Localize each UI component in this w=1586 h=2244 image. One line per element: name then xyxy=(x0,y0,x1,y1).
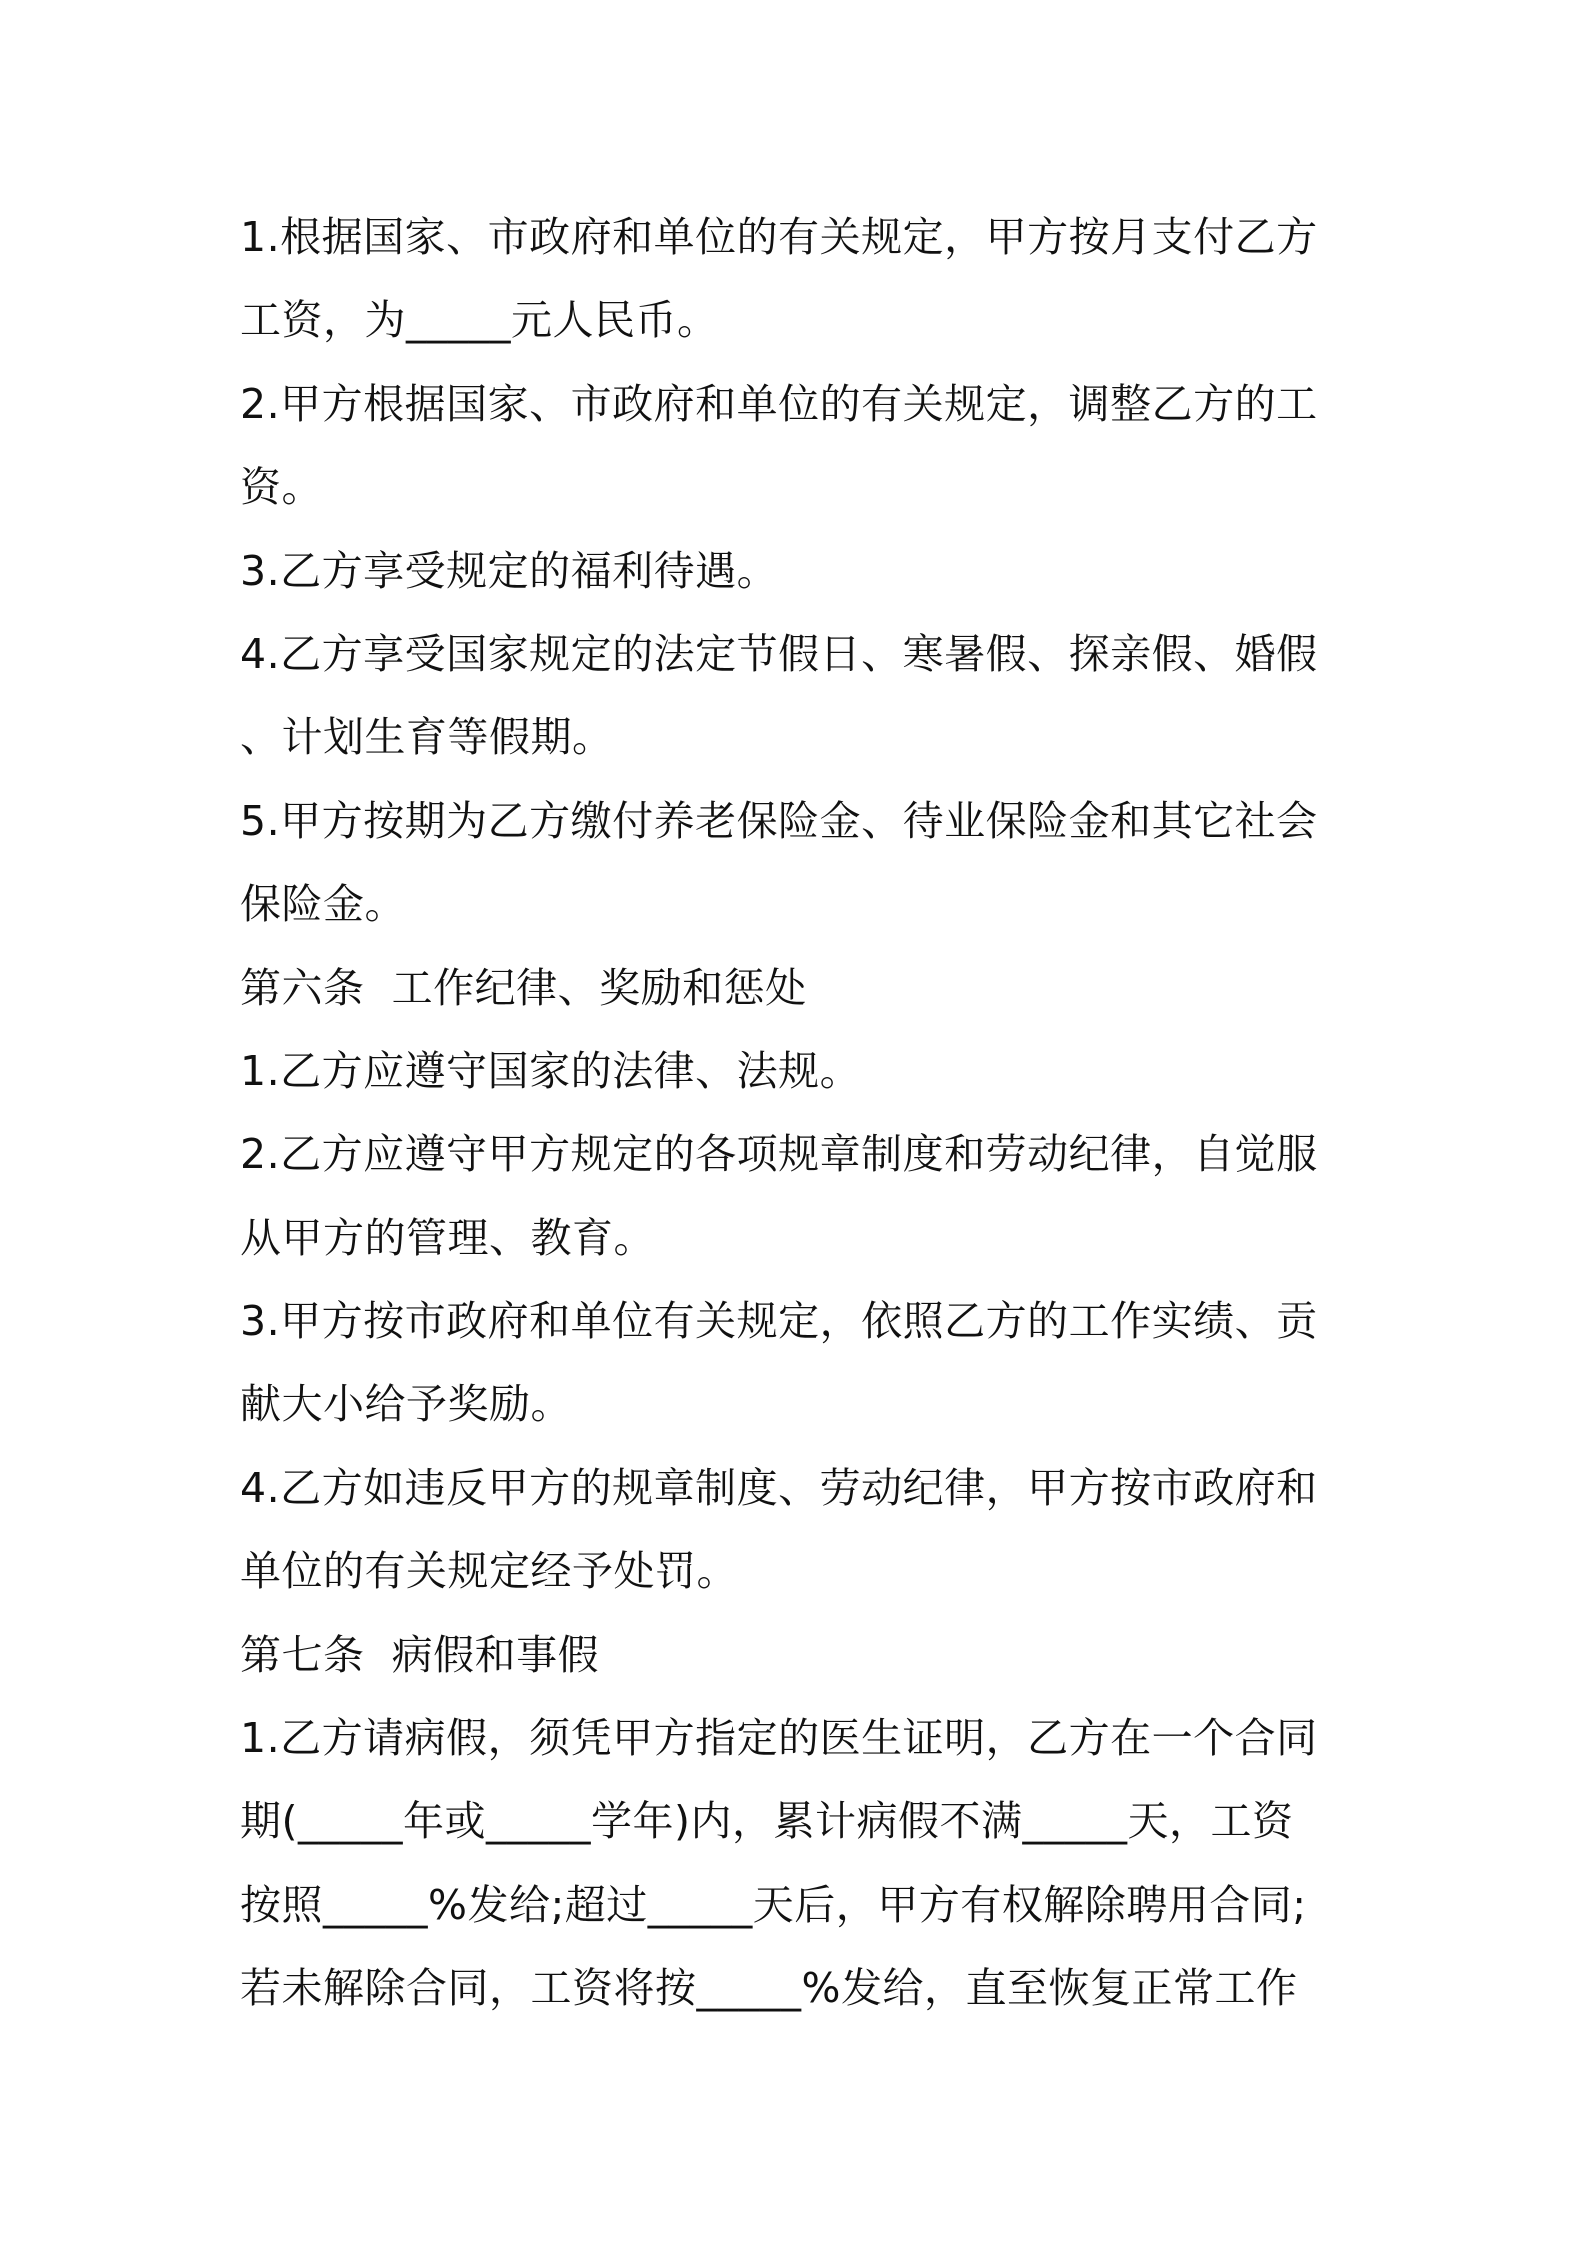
section-heading-article-6: 第六条 工作纪律、奖励和惩处 xyxy=(240,963,807,1012)
clause-7-item-1-line-3: 按照_____%发给;超过_____天后，甲方有权解除聘用合同; xyxy=(240,1880,1307,1929)
clause-7-item-1-line-1: 1.乙方请病假，须凭甲方指定的医生证明，乙方在一个合同 xyxy=(240,1714,1318,1763)
clause-5-item-1-line-2: 工资，为_____元人民币。 xyxy=(240,296,719,345)
clause-6-item-4-line-2: 单位的有关规定经予处罚。 xyxy=(240,1547,738,1596)
clause-5-item-3: 3.乙方享受规定的福利待遇。 xyxy=(240,546,779,595)
clause-6-item-2-line-2: 从甲方的管理、教育。 xyxy=(240,1213,655,1262)
document-body xyxy=(240,196,1350,2031)
clause-7-item-1-line-4: 若未解除合同，工资将按_____%发给，直至恢复正常工作 xyxy=(240,1964,1298,2013)
clause-6-item-3-line-1: 3.甲方按市政府和单位有关规定，依照乙方的工作实绩、贡 xyxy=(240,1297,1318,1346)
clause-5-item-5-line-2: 保险金。 xyxy=(240,880,406,929)
clause-7-item-1-line-2: 期(_____年或_____学年)内，累计病假不满_____天，工资 xyxy=(240,1797,1294,1846)
clause-5-item-2-line-1: 2.甲方根据国家、市政府和单位的有关规定，调整乙方的工 xyxy=(240,379,1318,428)
clause-5-item-4-line-2: 、计划生育等假期。 xyxy=(240,713,614,762)
clause-5-item-2-line-2: 资。 xyxy=(240,463,323,512)
clause-6-item-1: 1.乙方应遵守国家的法律、法规。 xyxy=(240,1046,862,1095)
clause-6-item-4-line-1: 4.乙方如违反甲方的规章制度、劳动纪律，甲方按市政府和 xyxy=(240,1463,1318,1512)
clause-5-item-5-line-1: 5.甲方按期为乙方缴付养老保险金、待业保险金和其它社会 xyxy=(240,796,1318,845)
clause-6-item-2-line-1: 2.乙方应遵守甲方规定的各项规章制度和劳动纪律，自觉服 xyxy=(240,1130,1318,1179)
clause-6-item-3-line-2: 献大小给予奖励。 xyxy=(240,1380,572,1429)
clause-5-item-4-line-1: 4.乙方享受国家规定的法定节假日、寒暑假、探亲假、婚假 xyxy=(240,629,1318,678)
section-heading-article-7: 第七条 病假和事假 xyxy=(240,1630,600,1679)
clause-5-item-1-line-1: 1.根据国家、市政府和单位的有关规定，甲方按月支付乙方 xyxy=(240,213,1318,261)
